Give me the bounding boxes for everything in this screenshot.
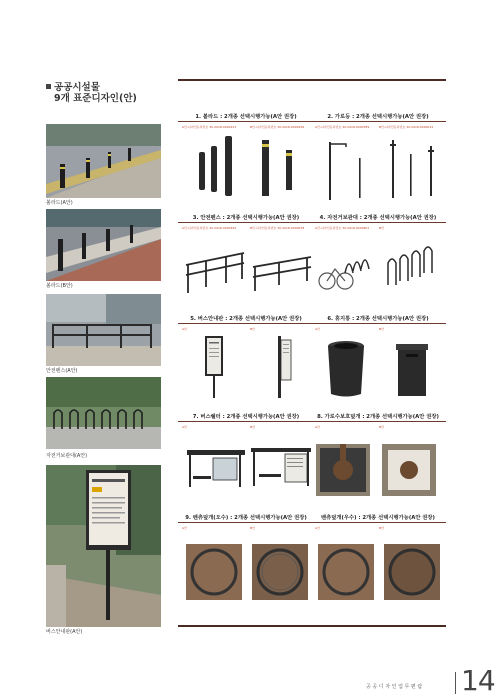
- streetlight-a-render: [315, 132, 377, 202]
- row4-right-title: 8. 가로수보호덮개 : 2개종 선택시행가능(A안 권장): [317, 414, 439, 420]
- tree-grate-a-render: [316, 444, 370, 496]
- manhole-cover-d-render: [384, 544, 440, 600]
- design-tag: A안: [182, 327, 187, 331]
- row1-right-title: 2. 가로등 : 2개종 선택시행가능(A안 권장): [327, 114, 429, 120]
- photo-bus-info-sign: [46, 465, 161, 627]
- manhole-cover-c-render: [318, 544, 374, 600]
- bus-info-sign-a-render: [200, 334, 230, 400]
- design-tag: B안: [250, 526, 255, 530]
- bike-rack-a-render: [315, 235, 377, 297]
- row2-left-title: 3. 안전펜스 : 2개종 선택시행가능(A안 권장): [192, 215, 300, 221]
- design-tag: A안: [315, 327, 320, 331]
- streetlight-b-render: [380, 132, 442, 202]
- design-tag: B안-디자인등록번호 30-2018-0000678: [250, 226, 305, 230]
- row2-rule: [178, 222, 446, 223]
- design-tag: B안: [250, 327, 255, 331]
- panel-top-rule: [178, 79, 446, 81]
- section-title: [46, 82, 137, 104]
- page-number: 14: [461, 664, 495, 697]
- design-tag: A안-디자인등록번호 30-2018-0000789: [315, 125, 370, 129]
- photo-caption: 볼라드(A안): [46, 200, 73, 206]
- manhole-cover-b-render: [252, 544, 308, 600]
- bus-info-sign-b-render: [266, 334, 296, 400]
- design-tag: A안-디자인등록번호 30-2018-0000345: [182, 226, 237, 230]
- photo-bollard-b: [46, 209, 161, 281]
- footer-title: 공 공 디 자 인 업 무 편 람: [366, 684, 423, 690]
- row3-left-title: 5. 버스안내판 : 2개종 선택시행가능(A안 권장): [190, 316, 302, 322]
- design-tag: B안: [379, 425, 384, 429]
- bus-shelter-a-render: [183, 436, 247, 498]
- row4-rule: [178, 421, 446, 422]
- square-bullet-icon: [46, 84, 51, 89]
- bollard-a-render: [185, 132, 245, 202]
- row3-right-title: 6. 휴지통 : 2개종 선택시행가능(A안 권장): [327, 316, 429, 322]
- design-tag: B안-디자인등록번호 30-2018-0000456: [250, 125, 305, 129]
- row4-left-title: 7. 버스쉘터 : 2개종 선택시행가능(A안 권장): [192, 414, 300, 420]
- photo-bollard-a: [46, 124, 161, 198]
- row5-rule: [178, 522, 446, 523]
- design-tag: B안: [379, 226, 384, 230]
- tree-grate-b-render: [382, 444, 436, 496]
- photo-bike-rack: [46, 377, 161, 449]
- bollard-b-render: [250, 132, 310, 202]
- design-tag: A안: [182, 425, 187, 429]
- design-tag: B안: [250, 425, 255, 429]
- photo-caption: 버스안내판(A안): [46, 629, 83, 635]
- photo-caption: 자전거보관대(A안): [46, 453, 88, 459]
- manhole-cover-a-render: [186, 544, 242, 600]
- design-tag: B안: [379, 526, 384, 530]
- design-tag: A안: [182, 526, 187, 530]
- bike-rack-b-render: [380, 235, 442, 297]
- row2-right-title: 4. 자전거보관대 : 2개종 선택시행가능(A안 권장): [319, 215, 437, 221]
- row5-right-title: 벤츄덮개(우수) : 2개종 선택시행가능(A안 권장): [321, 515, 435, 521]
- design-tag: A안: [315, 526, 320, 530]
- safety-fence-b-render: [249, 235, 315, 297]
- row3-rule: [178, 323, 446, 324]
- photo-caption: 볼라드(B안): [46, 283, 73, 289]
- row1-left-title: 1. 볼라드 : 2개종 선택시행가능(A안 권장): [195, 114, 297, 120]
- design-tag: B안: [379, 327, 384, 331]
- row5-left-title: 9. 벤츄덮개(오수) : 2개종 선택시행가능(A안 권장): [185, 515, 307, 521]
- photo-safety-fence: [46, 294, 161, 366]
- bus-shelter-b-render: [249, 436, 313, 498]
- panel-bottom-rule: [178, 625, 446, 627]
- photo-caption: 안전펜스(A안): [46, 368, 78, 374]
- section-title-line2: 9개 표준디자인(안): [54, 93, 137, 104]
- section-title-line1: 공공시설물: [54, 82, 100, 93]
- row1-rule: [178, 121, 446, 122]
- footer-divider: [455, 672, 456, 694]
- design-tag: A안-디자인등록번호 30-2018-0000901: [315, 226, 370, 230]
- safety-fence-a-render: [182, 235, 248, 297]
- trash-bin-a-render: [318, 336, 374, 400]
- design-tag: B안-디자인등록번호 30-2018-0000012: [379, 125, 434, 129]
- design-tag: A안: [315, 425, 320, 429]
- trash-bin-b-render: [384, 336, 440, 400]
- design-tag: A안-디자인등록번호 30-2018-0000123: [182, 125, 237, 129]
